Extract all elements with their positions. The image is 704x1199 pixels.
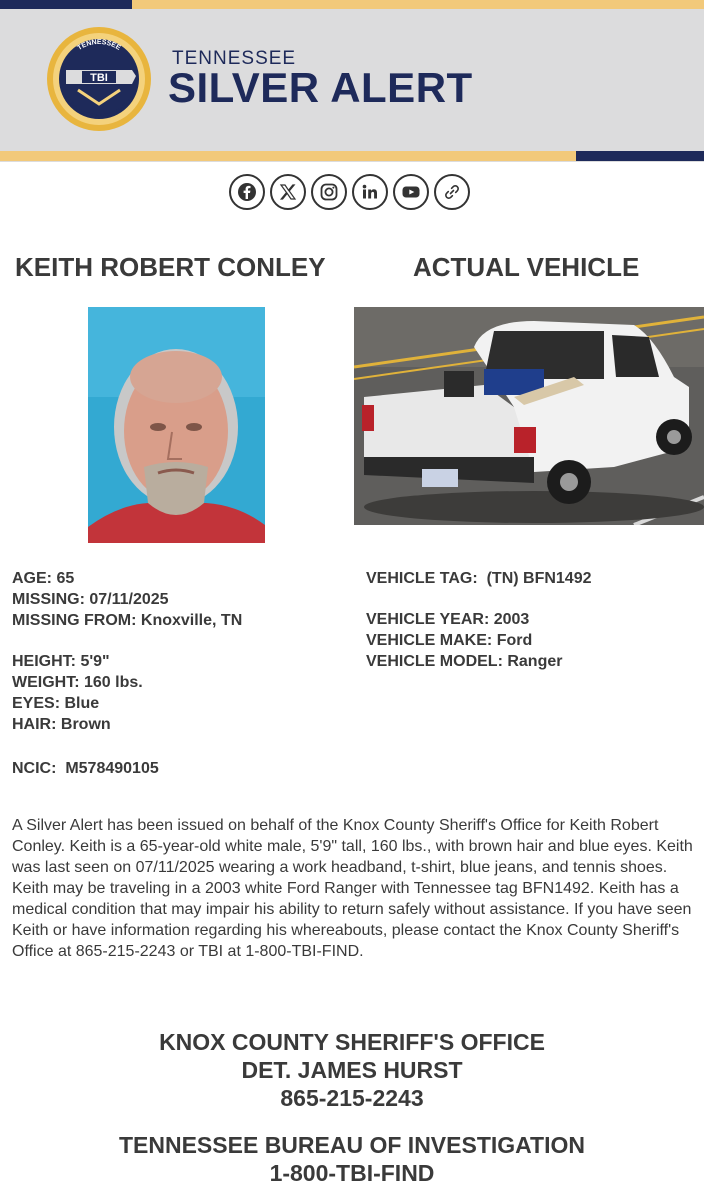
svg-text:TENNESSEE: TENNESSEE [76,38,122,52]
height-row: HEIGHT: 5'9" [12,653,110,670]
secondary-agency: TENNESSEE BUREAU OF INVESTIGATION [118,1132,585,1158]
eyes-row: EYES: Blue [12,695,100,712]
ncic-row: NCIC: M578490105 [12,760,159,777]
vehicle-photo [354,307,704,525]
primary-phone: 865-215-2243 [280,1085,424,1111]
svg-text:BUREAU OF INVESTIGATION: BUREAU OF INVESTIGATION [62,95,136,121]
svg-text:TBI: TBI [90,72,108,84]
primary-agency: KNOX COUNTY SHERIFF'S OFFICE [159,1029,545,1055]
top-gold-stripe [132,0,704,9]
brand-state: TENNESSEE [172,48,297,69]
bottom-gold-stripe [0,151,576,161]
link-icon [442,182,462,202]
x-icon [278,182,298,202]
secondary-contact [0,1131,704,1187]
header-banner [0,0,704,162]
person-name-heading: KEITH ROBERT CONLEY [15,252,326,282]
bottom-navy-stripe [576,151,704,161]
vehicle-tag-row: VEHICLE TAG: (TN) BFN1492 [366,570,592,587]
instagram-button[interactable] [311,174,347,210]
x-button[interactable] [270,174,306,210]
facebook-button[interactable] [229,174,265,210]
hair-row: HAIR: Brown [12,716,111,733]
facebook-icon [237,182,257,202]
vehicle-details [366,609,562,672]
brand-title: SILVER ALERT [168,64,473,111]
age-row: AGE: 65 [12,570,75,587]
top-navy-stripe [0,0,132,9]
person-basic-details [12,568,242,631]
linkedin-button[interactable] [352,174,388,210]
linkedin-icon [360,182,380,202]
vehicle-heading: ACTUAL VEHICLE [413,252,640,282]
vehicle-model-row: VEHICLE MODEL: Ranger [366,653,563,670]
vehicle-make-row: VEHICLE MAKE: Ford [366,632,533,649]
alert-description: A Silver Alert has been issued on behalf of the Knox County Sheriff's Office for Keith Robert Conley. Keith is a 65-year-old white male, 5'9" tall, 160 lbs., with brown hair and blue eyes. Keith was last seen on 07/11/2025 wearing a work headband, t-shirt, blue jeans, and tennis shoes. Keith may be traveling in a 2003 white Ford Ranger with Tennessee tag BFN1492. Keith has a medical condition that may impair his ability to return safely without assistance. If you have seen Keith or have information regarding his whereabouts, please contact the Knox County Sheriff's Office at 865-215-2243 or TBI at 1-800-TBI-FIND. [12,817,693,960]
missing-from-row: MISSING FROM: Knoxville, TN [12,612,243,629]
person-physical-details [12,651,143,735]
link-button[interactable] [434,174,470,210]
secondary-phone: 1-800-TBI-FIND [269,1160,435,1186]
social-links [229,174,470,210]
instagram-icon [319,182,339,202]
primary-detective: DET. JAMES HURST [241,1057,463,1083]
missing-date-row: MISSING: 07/11/2025 [12,591,169,608]
youtube-button[interactable] [393,174,429,210]
tbi-seal-logo [44,26,154,132]
missing-person-photo [88,307,265,543]
weight-row: WEIGHT: 160 lbs. [12,674,143,691]
youtube-icon [401,182,421,202]
vehicle-year-row: VEHICLE YEAR: 2003 [366,611,530,628]
primary-contact [0,1028,704,1112]
